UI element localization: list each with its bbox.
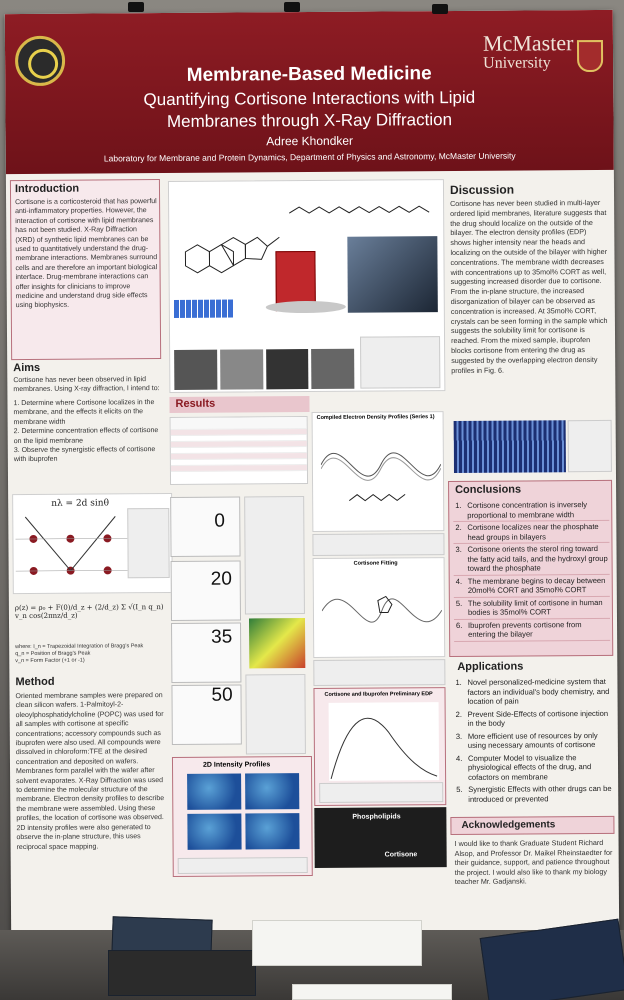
concentration-label: 35 [211, 626, 233, 648]
acknowledgements-heading: Acknowledgements [461, 819, 556, 831]
binder-clip-icon [284, 2, 300, 12]
intensity-map [249, 618, 305, 668]
lab-affiliation: Laboratory for Membrane and Protein Dynamics, Department of Physics and Astronomy, McMaster University [103, 150, 516, 164]
application-text: Synergistic Effects with other drugs can be introduced or prevented [468, 783, 612, 804]
intensity-panel [245, 773, 299, 809]
membrane-simulation-image [454, 420, 566, 473]
legend-line: where: I_n = Trapezoidal Integration of Bragg's Peak [15, 643, 144, 651]
fourier-equation: ρ(z) = ρ₀ + F(0)/d_z + (2/d_z) Σ √(I_n q_n) v_n cos(2πnz/d_z) [14, 603, 164, 621]
application-item [454, 751, 614, 784]
edp-caption [312, 533, 444, 556]
lab-photos [174, 349, 354, 390]
poster-title: Membrane-Based Medicine [186, 63, 432, 86]
discussion-text: Cortisone has never been studied in multi-layer ordered lipid membranes, literature suggests that the drug should localize on the outside of the bilayer. The electron density profiles (EDP) shows higher intensity near the heads and localizing on the outside of the bilayer with higher concentrations. The membrane width decreases with concentrations up to 35mol% CORT as well, suggesting increased disorder due to cortisone. From the in-plane structure, the increased disorganization of bilayer can be observed as concentration is increased. At 35mol% CORT, crystals can be seen forming in the sample which suggests the solubility limit for cortisone is reached. From the mixed sample, ibuprofen blocks cortisone from entering the drug as suggested by the overlapping electron density profiles in Fig. 6. [450, 197, 608, 375]
popc-structure-icon [289, 188, 439, 229]
conclusion-text: Cortisone localizes near the phosphate head groups in bilayers [467, 522, 599, 542]
list-number: 4. [455, 576, 463, 586]
table-row [171, 465, 307, 472]
conclusion-item [454, 574, 610, 597]
conclusions-section [448, 480, 613, 657]
legend-line: q_n = Position of Bragg's Peak [15, 650, 91, 658]
author-name: Adree Khondker [266, 133, 354, 149]
ibuprofen-curve [329, 702, 440, 781]
molecular-simulation-image [314, 807, 446, 868]
scan-caption [244, 496, 305, 614]
intensity-caption [178, 857, 308, 874]
ibuprofen-caption [319, 782, 443, 803]
conclusion-text: Ibuprofen prevents cortisone from entering the bilayer [468, 619, 582, 639]
phospholipids-label: Phospholipids [352, 813, 401, 821]
university-name-line1: McMaster [482, 30, 574, 56]
bragg-caption [127, 508, 169, 578]
conclusion-text: The membrane begins to decay between 20mol% CORT and 35mol% CORT [467, 575, 606, 595]
aims-list [13, 398, 161, 465]
list-number: 4. [455, 753, 463, 763]
poster-banner [5, 10, 614, 174]
fitting-plot-title: Cortisone Fitting [353, 560, 398, 567]
subtitle-line2: Membranes through X-Ray Diffraction [166, 110, 453, 132]
molecule-setup-figure [168, 179, 445, 393]
lab-photo [266, 349, 309, 389]
bragg-equation: nλ = 2d sinθ [51, 498, 110, 509]
list-number: 1. [455, 677, 462, 688]
introduction-text: Cortisone is a corticosteroid that has powerful anti-inflammatory properties. However, the interaction of cortisone with lipid membranes has not been studied. X-Ray Diffraction (XRD) of synthetic lipid membranes can be used to quantitatively understand the drug-membrane interactions. Membranes surround cells and are therefore an important biological interface. Drug-membrane interactions can offer insights for clinicians to improve medicine and understand drug side effects using biophysics. [15, 198, 158, 310]
conclusion-item [454, 618, 610, 641]
list-number: 2. [455, 522, 462, 533]
conclusion-item [453, 521, 609, 544]
aims-item: 1. Determine where Cortisone localizes in the membrane, and the effects it elicits on the membrane width [13, 399, 155, 426]
conclusion-text: The solubility limit of cortisone in human bodies is 35mol% CORT [467, 597, 603, 617]
lab-photo [220, 349, 263, 389]
bragg-diagram [12, 493, 173, 594]
handout-paper [292, 984, 452, 1000]
application-item [454, 783, 614, 806]
conclusion-text: Cortisone concentration is inversely proportional to membrane width [467, 500, 588, 520]
university-name-line2: University [483, 54, 551, 72]
application-text: Novel personalized-medicine system that factors an individual's body chemistry, and location of pain [467, 676, 610, 706]
application-text: Computer Model to visualize the physiological effects of the drug, and cofactors on membrane [467, 752, 592, 782]
edp-plot [312, 411, 445, 532]
intensity-caption [245, 674, 306, 754]
applications-heading: Applications [457, 660, 524, 673]
conclusion-item [453, 499, 609, 522]
method-text: Oriented membrane samples were prepared on clean silicon wafers. 1-Palmitoyl-2-oleoylphosphatidylcholine (POPC) was used for all samples with cortisone at specific concentrations; accessory compounds such as ibuprofen were also used. All compounds were dissolved in chloroform:TFE at the desired concentration and deposited on wafers. Membranes form parallel with the wafer after solvent evaporates. X-Ray Diffraction was used to determine the molecular structure of the membrane. Electron density profiles to describe the membrane were assembled. Using these profiles, the location of cortisone was observed. 2D intensity profiles were also generated to observe the in-plane structure, this uses reciprocal space mapping. [15, 692, 165, 851]
aims-intro: Cortisone has never been observed in lipid membranes. Using X-ray diffraction, I intend to: [13, 376, 160, 394]
setup-caption [360, 336, 440, 389]
acknowledgements-text: I would like to thank Graduate Student Richard Alsop, and Professor Dr. Maikel Rheinstaedter for their guidance, support, and patience throughout the project. I would also like to thank my biology teacher Mr. Gadjanski. [454, 837, 613, 887]
equation-legend [15, 643, 165, 665]
list-number: 2. [455, 709, 463, 719]
conclusions-heading: Conclusions [455, 483, 522, 497]
method-heading: Method [15, 675, 55, 689]
intensity-title: 2D Intensity Profiles [202, 761, 271, 769]
table-header-row [171, 417, 307, 430]
list-number: 1. [455, 500, 462, 511]
application-item [453, 676, 613, 709]
application-item [454, 707, 614, 730]
edp-plot-title: Compiled Electron Density Profiles (Series 1) [316, 414, 435, 421]
lab-photo [311, 349, 354, 389]
subtitle-line1: Quantifying Cortisone Interactions with Lipid [143, 87, 476, 110]
ibuprofen-edp-figure [313, 687, 446, 806]
aims-item: 3. Observe the synergistic effects of cortisone with ibuprofen [13, 446, 156, 464]
poster-subtitle [5, 86, 613, 134]
aims-heading: Aims [13, 361, 41, 375]
diffractometer-image [347, 236, 438, 313]
aims-item: 2. Determine concentration effects of cortisone on the lipid membrane [13, 427, 159, 445]
scan-plot [170, 497, 240, 557]
results-table [170, 416, 308, 485]
conclusion-item [453, 543, 609, 576]
intensity-panel [245, 813, 299, 849]
application-text: More efficient use of resources by only using necessary amounts of cortisone [467, 730, 598, 750]
handout-paper [252, 920, 422, 966]
list-number: 3. [455, 544, 462, 554]
concentration-label: 0 [214, 510, 225, 532]
binder-clip-icon [128, 2, 144, 12]
introduction-section [10, 179, 161, 360]
cortisone-structure-icon [175, 201, 286, 282]
acknowledgements-band [450, 816, 614, 835]
cortisone-fitting-plot [313, 557, 446, 658]
application-item [454, 729, 614, 752]
conclusion-text: Cortisone orients the sterol ring toward the fatty acid tails, and the hydroxyl group toward the phosphate [467, 544, 608, 573]
intensity-panel [187, 814, 241, 850]
binder [108, 950, 256, 996]
bragg-lattice-icon [15, 508, 128, 593]
list-number: 5. [455, 598, 463, 608]
applications-list [453, 676, 614, 806]
discussion-heading: Discussion [449, 182, 515, 198]
molecule-overlay-icon [349, 488, 409, 512]
concentration-label: 50 [211, 684, 233, 706]
fitting-curves [322, 570, 443, 651]
ibuprofen-plot-title: Cortisone and Ibuprofen Preliminary EDP [324, 691, 433, 698]
list-number: 3. [455, 731, 463, 741]
lab-photo [174, 350, 217, 390]
conclusion-item [454, 596, 610, 619]
conclusions-list [453, 499, 610, 642]
cortisone-label: Cortisone [384, 851, 418, 859]
binder-clip-icon [432, 4, 448, 14]
intensity-panel [187, 774, 241, 810]
simulation-caption [568, 420, 612, 472]
concentration-label: 20 [210, 568, 232, 590]
list-number: 6. [456, 620, 463, 630]
research-poster [5, 10, 619, 944]
list-number: 5. [456, 784, 463, 795]
application-text: Prevent Side-Effects of cortisone injection in the body [467, 708, 609, 728]
introduction-heading: Introduction [14, 182, 80, 196]
bilayer-schematic-icon [174, 300, 234, 318]
wafer-disk-icon [266, 301, 346, 314]
intensity-profiles-figure [172, 756, 313, 877]
legend-line: v_n = Form Factor (+1 or -1) [15, 657, 85, 665]
results-heading: Results [175, 397, 216, 410]
fitting-caption [313, 659, 445, 686]
